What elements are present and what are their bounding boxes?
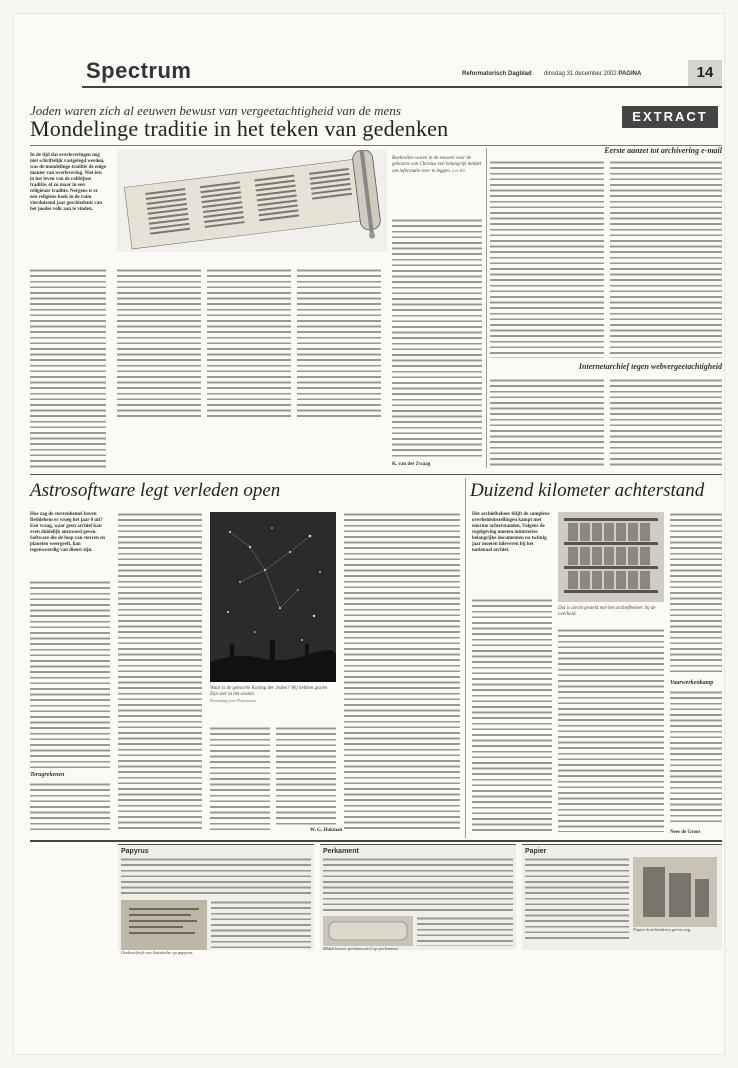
extract-subhead-archive: Internetarchief tegen webvergeetachtigheid	[578, 362, 722, 371]
papyrus-title: Papyrus	[121, 848, 149, 855]
archive-photo-caption: Dat is slecht gesteld met het archiefbeheer bij de overheid.	[558, 606, 656, 617]
article1-column-1	[30, 268, 106, 468]
astro-column-1	[30, 580, 110, 770]
archive-column-2	[558, 628, 664, 832]
papier-title: Papier	[525, 848, 547, 855]
astro-intro: Hoe zag de sterrenhemel boven Bethlehem er vroeg het jaar 0 uit? Een vraag, waar geen archief kan even duidelijk antwoord geven. Software die de loop van sterren en planeten weergeeft, kan tegenwoordig van dienst zijn.	[30, 512, 106, 553]
perkament-caption: Middeleeuws perkamentrol op perkament.	[323, 946, 399, 951]
astro-subhead: Terugrekenen	[30, 772, 65, 778]
perkament-text	[323, 857, 513, 913]
extract-column-2	[610, 160, 722, 358]
bottom-rule	[30, 840, 722, 842]
article1-column-3	[207, 268, 291, 418]
astro-column-2	[118, 512, 202, 832]
papier-box	[522, 844, 722, 950]
page-number: 14	[688, 60, 722, 86]
extract-divider	[486, 148, 487, 468]
sky-photo-caption: Waar is de geboorte Koning der Joden? Wij hebben gezien Zijn ster in het oosten. Bewerking door Planetarium	[210, 686, 328, 703]
archive-column-3	[670, 512, 722, 676]
perkament-box	[320, 844, 516, 950]
scroll-photo-caption: Boekrollen waren in de eeuwen voor de geboorte van Christus een belangrijk middel om informatie over te leggen. foto RD	[392, 156, 482, 174]
extract-column-4	[610, 378, 722, 466]
extract-label: EXTRACT	[622, 106, 718, 128]
article1-column-4	[297, 268, 381, 418]
papyrus-box	[118, 844, 314, 955]
article1-column-2	[117, 268, 201, 418]
article1-byline: K. van der Zwaag	[392, 462, 431, 467]
papier-photo	[633, 857, 717, 927]
archive-shelves-photo	[558, 512, 664, 602]
issue-date: dinsdag 31 december 2002 PAGINA	[544, 71, 642, 77]
perkament-title: Perkament	[323, 848, 359, 855]
papier-text	[525, 857, 629, 941]
article-intro: In de tijd dat overleveringen nog niet schriftelijk vastgelegd werden, was de mondelinge traditie de enige manier van overlevering. Niet iets in het leven van de rabbijnse traditie, of zo maar in een religieuze traditie. Nergens is er een religieus boek in de ruim vierduizend jaar geschiedenis van het joodse volk aan te vinden.	[30, 153, 106, 212]
archive-intro: Het archiefbeheer blijft de complexe overheidsinstellingen kampt met enorme achterstanden. Volgens de regelgeving moeten ministeries belangrijke documenten na twintig jaar moeten inleveren bij het nationaal archief.	[472, 512, 550, 553]
archive-subhead: Vaarwerkenkamp	[670, 680, 714, 686]
paper-name: Reformatorisch Dagblad	[462, 71, 532, 77]
papier-caption: Papier kom kinderen geven nog.	[633, 927, 692, 932]
papyrus-text	[121, 857, 311, 897]
papyrus-text-2	[211, 900, 311, 950]
article-headline: Mondelinge traditie in het teken van gedenken	[30, 116, 449, 141]
section2-divider	[465, 478, 466, 838]
extract-column-1	[490, 160, 604, 358]
article-kicker: Joden waren zich al eeuwen bewust van vergeetachtigheid van de mens	[30, 103, 401, 118]
night-sky-photo	[210, 512, 336, 682]
archive-headline: Duizend kilometer achterstand	[470, 480, 705, 501]
astro-byline: W. G. Hukman	[310, 828, 343, 833]
torah-scroll-photo	[117, 150, 387, 252]
astro-column-4	[276, 726, 336, 826]
papyrus-photo	[121, 900, 207, 950]
astro-column-3	[210, 726, 270, 832]
section-title: Spectrum	[86, 58, 192, 83]
astro-headline: Astrosoftware legt verleden open	[30, 480, 281, 501]
papyrus-caption: Onderschrift van Aziatische op papyrus.	[121, 950, 194, 955]
archive-column-1	[472, 598, 552, 832]
perkament-photo	[323, 916, 413, 946]
astro-column-1b	[30, 782, 110, 832]
masthead	[82, 60, 722, 88]
archive-column-3b	[670, 690, 722, 826]
extract-column-3	[490, 378, 604, 466]
article1-column-5	[392, 218, 482, 458]
extract-subhead-email: Eerste aanzet tot archivering e-mail	[604, 146, 722, 155]
section-rule	[30, 474, 722, 475]
perkament-text-2	[417, 916, 513, 946]
archive-byline: Nees de Groot	[670, 830, 701, 835]
astro-column-5	[344, 512, 460, 830]
